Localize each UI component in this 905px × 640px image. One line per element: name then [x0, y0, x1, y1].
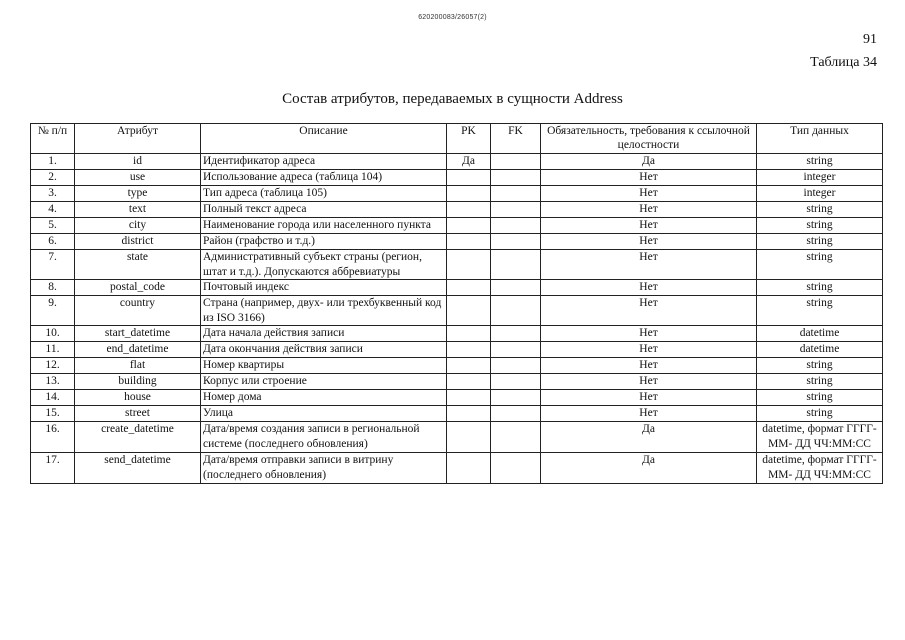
- cell-num: 14.: [31, 390, 75, 406]
- cell-pk: [447, 390, 491, 406]
- cell-pk: [447, 280, 491, 296]
- cell-description: Полный текст адреса: [201, 202, 447, 218]
- cell-fk: [491, 406, 541, 422]
- table-row: [31, 170, 883, 186]
- cell-description: Дата/время создания записи в региональной системе (последнего обновления): [201, 422, 447, 453]
- cell-description: Страна (например, двух- или трехбуквенный код из ISO 3166): [201, 296, 447, 326]
- cell-attribute: create_datetime: [75, 422, 201, 453]
- cell-description: Административный субъект страны (регион, штат и т.д.). Допускаются аббревиатуры: [201, 250, 447, 280]
- cell-pk: [447, 422, 491, 453]
- cell-attribute: country: [75, 296, 201, 326]
- table-row: [31, 202, 883, 218]
- cell-num: 15.: [31, 406, 75, 422]
- cell-attribute: use: [75, 170, 201, 186]
- cell-type: datetime, формат ГГГГ-ММ- ДД ЧЧ:ММ:СС: [757, 453, 883, 484]
- table-row: [31, 186, 883, 202]
- cell-num: 17.: [31, 453, 75, 484]
- cell-description: Улица: [201, 406, 447, 422]
- cell-pk: [447, 406, 491, 422]
- cell-type: string: [757, 358, 883, 374]
- cell-fk: [491, 358, 541, 374]
- cell-description: Номер дома: [201, 390, 447, 406]
- cell-type: string: [757, 202, 883, 218]
- cell-type: string: [757, 218, 883, 234]
- cell-required: Нет: [541, 342, 757, 358]
- cell-pk: [447, 453, 491, 484]
- cell-num: 16.: [31, 422, 75, 453]
- cell-num: 3.: [31, 186, 75, 202]
- cell-pk: [447, 202, 491, 218]
- cell-required: Нет: [541, 202, 757, 218]
- cell-pk: [447, 342, 491, 358]
- cell-type: string: [757, 296, 883, 326]
- cell-attribute: end_datetime: [75, 342, 201, 358]
- cell-num: 7.: [31, 250, 75, 280]
- cell-pk: [447, 170, 491, 186]
- cell-pk: [447, 358, 491, 374]
- cell-attribute: type: [75, 186, 201, 202]
- cell-pk: [447, 186, 491, 202]
- attributes-table: [30, 123, 883, 484]
- cell-pk: [447, 296, 491, 326]
- cell-required: Нет: [541, 390, 757, 406]
- cell-required: Нет: [541, 234, 757, 250]
- cell-num: 1.: [31, 154, 75, 170]
- table-row: [31, 406, 883, 422]
- cell-attribute: text: [75, 202, 201, 218]
- cell-pk: [447, 326, 491, 342]
- cell-attribute: city: [75, 218, 201, 234]
- cell-fk: [491, 422, 541, 453]
- cell-description: Номер квартиры: [201, 358, 447, 374]
- cell-description: Наименование города или населенного пункта: [201, 218, 447, 234]
- cell-required: Да: [541, 422, 757, 453]
- cell-fk: [491, 186, 541, 202]
- column-header-type: Тип данных: [757, 124, 883, 154]
- cell-pk: [447, 374, 491, 390]
- cell-description: Район (графство и т.д.): [201, 234, 447, 250]
- table-row: [31, 422, 883, 453]
- cell-required: Нет: [541, 280, 757, 296]
- document-id: 620200083/26057(2): [418, 14, 487, 21]
- cell-description: Почтовый индекс: [201, 280, 447, 296]
- cell-type: string: [757, 250, 883, 280]
- page-title: Состав атрибутов, передаваемых в сущности Address: [282, 91, 623, 107]
- table-row: [31, 154, 883, 170]
- cell-fk: [491, 250, 541, 280]
- cell-type: datetime: [757, 342, 883, 358]
- table-row: [31, 250, 883, 280]
- cell-pk: [447, 218, 491, 234]
- cell-fk: [491, 296, 541, 326]
- cell-num: 11.: [31, 342, 75, 358]
- table-header-row: [31, 124, 883, 154]
- cell-attribute: start_datetime: [75, 326, 201, 342]
- cell-attribute: house: [75, 390, 201, 406]
- column-header-required: Обязательность, требования к ссылочной целостности: [541, 124, 757, 154]
- cell-type: integer: [757, 170, 883, 186]
- cell-fk: [491, 170, 541, 186]
- cell-type: string: [757, 280, 883, 296]
- cell-attribute: postal_code: [75, 280, 201, 296]
- cell-attribute: district: [75, 234, 201, 250]
- cell-type: string: [757, 406, 883, 422]
- column-header-fk: FK: [491, 124, 541, 154]
- cell-description: Использование адреса (таблица 104): [201, 170, 447, 186]
- cell-attribute: building: [75, 374, 201, 390]
- cell-num: 9.: [31, 296, 75, 326]
- cell-required: Нет: [541, 250, 757, 280]
- table-row: [31, 218, 883, 234]
- column-header-num: № п/п: [31, 124, 75, 154]
- cell-fk: [491, 154, 541, 170]
- cell-fk: [491, 374, 541, 390]
- cell-description: Идентификатор адреса: [201, 154, 447, 170]
- cell-required: Да: [541, 453, 757, 484]
- column-header-pk: PK: [447, 124, 491, 154]
- cell-pk: [447, 250, 491, 280]
- cell-type: string: [757, 154, 883, 170]
- table-row: [31, 374, 883, 390]
- cell-pk: [447, 234, 491, 250]
- cell-fk: [491, 202, 541, 218]
- cell-required: Нет: [541, 358, 757, 374]
- cell-required: Нет: [541, 374, 757, 390]
- cell-num: 12.: [31, 358, 75, 374]
- cell-description: Тип адреса (таблица 105): [201, 186, 447, 202]
- cell-type: datetime: [757, 326, 883, 342]
- table-row: [31, 342, 883, 358]
- column-header-description: Описание: [201, 124, 447, 154]
- table-row: [31, 234, 883, 250]
- table-row: [31, 280, 883, 296]
- cell-pk: Да: [447, 154, 491, 170]
- table-row: [31, 326, 883, 342]
- cell-description: Дата окончания действия записи: [201, 342, 447, 358]
- cell-attribute: send_datetime: [75, 453, 201, 484]
- cell-description: Дата начала действия записи: [201, 326, 447, 342]
- cell-num: 5.: [31, 218, 75, 234]
- table-row: [31, 296, 883, 326]
- cell-required: Да: [541, 154, 757, 170]
- cell-type: string: [757, 234, 883, 250]
- cell-type: string: [757, 390, 883, 406]
- cell-num: 6.: [31, 234, 75, 250]
- cell-type: integer: [757, 186, 883, 202]
- cell-type: string: [757, 374, 883, 390]
- cell-required: Нет: [541, 326, 757, 342]
- cell-required: Нет: [541, 296, 757, 326]
- page-number: 91: [863, 32, 877, 47]
- cell-required: Нет: [541, 406, 757, 422]
- cell-required: Нет: [541, 186, 757, 202]
- cell-fk: [491, 280, 541, 296]
- cell-fk: [491, 218, 541, 234]
- table-row: [31, 358, 883, 374]
- cell-num: 4.: [31, 202, 75, 218]
- cell-description: Дата/время отправки записи в витрину (последнего обновления): [201, 453, 447, 484]
- cell-fk: [491, 234, 541, 250]
- cell-type: datetime, формат ГГГГ-ММ- ДД ЧЧ:ММ:СС: [757, 422, 883, 453]
- cell-fk: [491, 453, 541, 484]
- cell-attribute: street: [75, 406, 201, 422]
- column-header-attribute: Атрибут: [75, 124, 201, 154]
- cell-fk: [491, 326, 541, 342]
- cell-fk: [491, 342, 541, 358]
- cell-required: Нет: [541, 218, 757, 234]
- table-label: Таблица 34: [810, 55, 877, 70]
- cell-attribute: flat: [75, 358, 201, 374]
- cell-fk: [491, 390, 541, 406]
- cell-attribute: state: [75, 250, 201, 280]
- table-row: [31, 453, 883, 484]
- cell-num: 8.: [31, 280, 75, 296]
- cell-num: 13.: [31, 374, 75, 390]
- table-row: [31, 390, 883, 406]
- cell-num: 2.: [31, 170, 75, 186]
- cell-num: 10.: [31, 326, 75, 342]
- cell-attribute: id: [75, 154, 201, 170]
- cell-required: Нет: [541, 170, 757, 186]
- cell-description: Корпус или строение: [201, 374, 447, 390]
